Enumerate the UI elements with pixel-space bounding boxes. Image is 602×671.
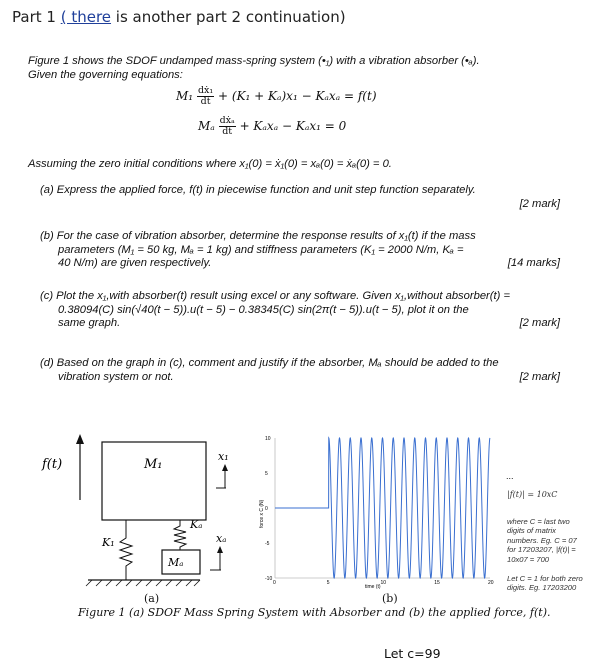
part-suffix: is another part 2 continuation)	[111, 8, 346, 26]
eq1-fraction	[197, 86, 214, 107]
x-tick-label: 10	[380, 580, 387, 586]
ka-label: Kₐ	[190, 518, 203, 531]
x-tick-label: 20	[488, 580, 494, 586]
question-c-line-3: same graph.	[58, 317, 121, 330]
xa-arrow-head	[217, 546, 223, 553]
question-b-line-2: parameters (M₁ = 50 kg, Mₐ = 1 kg) and stiffness parameters (K₁ = 2000 N/m, Kₐ =	[58, 243, 464, 256]
question-b-line-3: 40 N/m) are given respectively.	[58, 257, 212, 270]
initial-conditions: Assuming the zero initial conditions where x₁(0) = ẋ₁(0) = xₐ(0) = ẋₐ(0) = 0.	[28, 158, 392, 170]
m1-label: M₁	[144, 457, 163, 472]
question-a-marks: [2 mark]	[519, 197, 560, 210]
x-ticks	[273, 580, 494, 586]
force-arrow-head	[76, 434, 84, 444]
force-plot	[255, 428, 505, 590]
spring-k1	[120, 520, 132, 580]
question-b-line-1: (b) For the case of vibration absorber, determine the response results of x₁(t) if the mass	[40, 230, 476, 242]
question-d-line-2: vibration system or not.	[58, 370, 174, 383]
eq1-coef: M₁	[176, 89, 194, 103]
eq1-denominator: dt	[200, 96, 211, 107]
xa-label: xₐ	[216, 532, 227, 545]
where-line-4: for 17203207, |f(t)| =	[507, 545, 576, 555]
eq1-numerator: dẋ₁	[197, 85, 214, 96]
spring-ka	[174, 520, 186, 550]
side-note	[507, 490, 597, 593]
x-tick-label: 15	[434, 580, 440, 586]
where-line-5: 10x07 = 700	[507, 554, 550, 564]
eq1-rest: + (K₁ + Kₐ)x₁ − Kₐxₐ = f(t)	[218, 89, 377, 103]
y-tick-label: -5	[265, 541, 270, 547]
x-tick-label: 0	[273, 580, 276, 586]
where-line-1: where C = last two	[507, 516, 570, 526]
where-line-2: digits of matrix	[507, 526, 556, 536]
formula: |f(t)| = 10xC	[507, 490, 558, 499]
x1-label: x₁	[218, 450, 229, 463]
subfig-b-label: (b)	[382, 592, 398, 605]
part-link[interactable]: ( there	[60, 8, 112, 26]
where-line-3: numbers. Eg. C = 07	[507, 535, 577, 545]
eq2-fraction	[219, 116, 236, 137]
subfig-a-label: (a)	[144, 592, 160, 605]
intro-line-1: Figure 1 shows the SDOF undamped mass-spring system (•₁) with a vibration absorber (•ₐ).	[28, 55, 480, 67]
plot-xlabel: time (t)	[365, 584, 381, 590]
eq2-denominator: dt	[222, 126, 233, 137]
more-dots: ...	[506, 471, 514, 481]
part-title	[12, 8, 346, 26]
ma-label: Mₐ	[168, 556, 184, 569]
eq2-numerator: dẋₐ	[219, 115, 235, 126]
part-prefix: Part 1	[12, 8, 56, 26]
question-d	[40, 357, 560, 384]
question-b	[40, 230, 560, 271]
question-c-line-2: 0.38094(C) sin(√40(t − 5)).u(t − 5) − 0.38345(C) sin(2π(t − 5)).u(t − 5), plot it on the	[58, 303, 469, 316]
question-a-text: (a) Express the applied force, f(t) in piecewise function and unit step function separately.	[40, 184, 476, 196]
let-c-note: Let c=99	[384, 646, 441, 661]
question-d-marks: [2 mark]	[519, 370, 560, 383]
x-tick-label: 5	[326, 580, 330, 586]
mass-spring-diagram	[40, 420, 260, 595]
equation-2	[198, 116, 346, 137]
question-c	[40, 290, 560, 331]
question-c-line-1: (c) Plot the x₁,with absorber(t) result using excel or any software. Given x₁,without absorber(t) =	[40, 290, 510, 302]
let-line-2: digits. Eg. 17203200	[507, 583, 577, 593]
question-a	[40, 184, 560, 211]
y-tick-label: 5	[265, 471, 268, 477]
equation-1	[176, 86, 377, 107]
plot-ylabel: force x C (N)	[259, 499, 265, 528]
y-tick-label: -10	[265, 576, 273, 582]
intro-line-2: Given the governing equations:	[28, 69, 183, 81]
question-d-line-1: (d) Based on the graph in (c), comment and justify if the absorber, Mₐ should be added to the	[40, 357, 499, 369]
eq2-coef: Mₐ	[198, 119, 215, 133]
figure-caption: Figure 1 (a) SDOF Mass Spring System with Absorber and (b) the applied force, f(t).	[78, 606, 551, 619]
let-line-1: Let C = 1 for both zero	[507, 573, 583, 583]
y-ticks	[265, 436, 272, 582]
eq2-rest: + Kₐxₐ − Kₐx₁ = 0	[239, 119, 347, 133]
question-b-marks: [14 marks]	[507, 257, 560, 270]
y-tick-label: 10	[265, 436, 271, 442]
ground-hatch	[86, 580, 200, 586]
question-c-marks: [2 mark]	[519, 317, 560, 330]
signal-line	[275, 438, 490, 578]
y-tick-label: 0	[265, 506, 268, 512]
force-label: f(t)	[42, 457, 63, 472]
x1-arrow-head	[222, 464, 228, 471]
k1-label: K₁	[102, 536, 115, 549]
mass-m1-box	[102, 442, 206, 520]
